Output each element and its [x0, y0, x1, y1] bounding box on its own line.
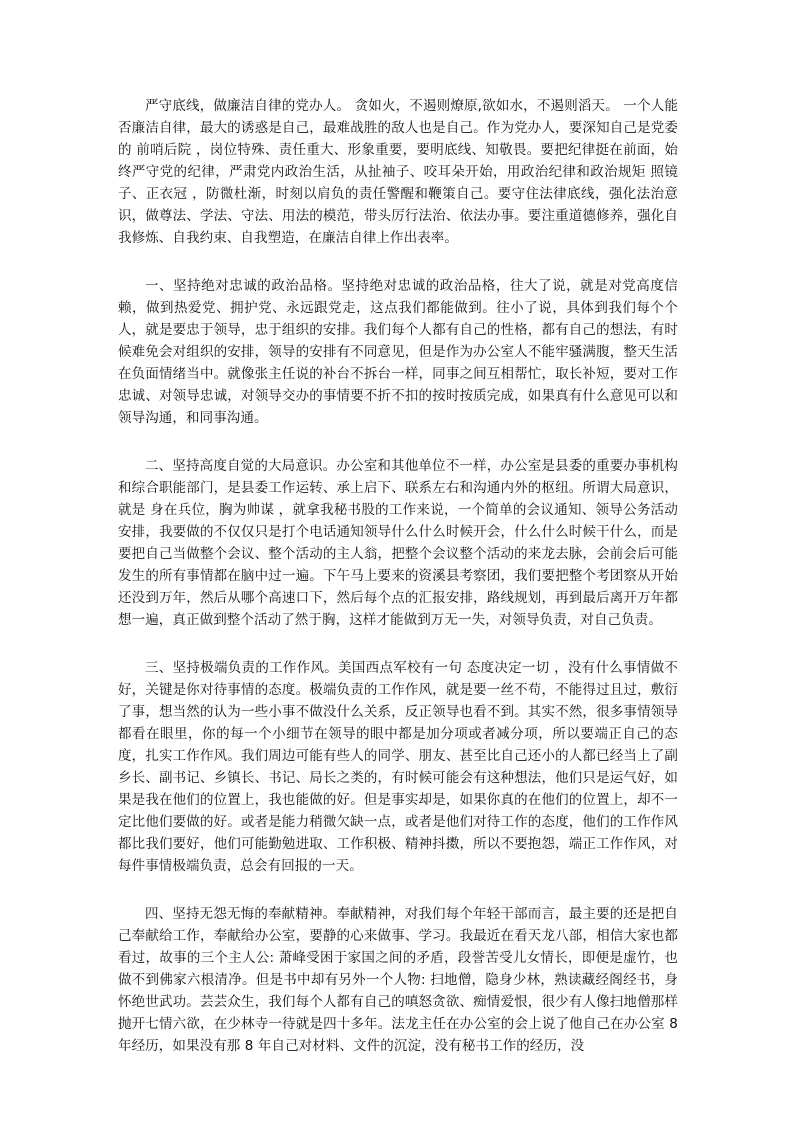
paragraph-section-4: 四、坚持无怨无悔的奉献精神。奉献精神，对我们每个年轻干部而言，最主要的还是把自己奉献给工作，奉献给办公室，要静的心来做事、学习。我最近在看天龙八部，相信大家也都看过，故事的三个主人公: 萧峰受困于家国之间的矛盾，段誉苦受儿女情长，即便是虚竹，也做不到佛家六根清净。但是书中却有另外一个人物: 扫地僧，隐身少林，熟读藏经阁经书，身怀绝世武功。芸芸众生，我们每个人都有自己的嗔怒贪欲、痴情爱恨，很少有人像扫地僧那样抛开七情六欲，在少林寺一待就是四十多年。法龙主任在办公室的会上说了他自己在办公室 8 年经历，如果没有那 8 年自己对材料、文件的沉淀，没有秘书工作的经历，没	[118, 906, 678, 1054]
paragraph-intro: 严守底线，做廉洁自律的党办人。 贪如火，不遏则燎原,欲如水，不遏则滔天。 一个人能否廉洁自律，最大的诱惑是自己，最难战胜的敌人也是自己。作为党办人，要深知自己是党委的 前哨后院 ，岗位特殊、责任重大、形象重要，要明底线、知敬畏。要把纪律挺在前面，始终严守党的纪律，严肃党内政治生活，从扯袖子、咬耳朵开始，用政治纪律和政治规矩 照镜子、正衣冠 ，防微杜渐，时刻以肩负的责任警醒和鞭策自己。要守住法律底线，强化法治意识，做尊法、学法、守法、用法的模范，带头厉行法治、依法办事。要注重道德修养，强化自我修炼、自我约束、自我塑造，在廉洁自律上作出表率。	[118, 98, 678, 246]
paragraph-section-1: 一、坚持绝对忠诚的政治品格。坚持绝对忠诚的政治品格，往大了说，就是对党高度信赖，做到热爱党、拥护党、永远跟党走，这点我们都能做到。往小了说，具体到我们每个个人，就是要忠于领导，忠于组织的安排。我们每个人都有自己的性格，都有自己的想法，有时候难免会对组织的安排，领导的安排有不同意见，但是作为办公室人不能牢骚满腹，整天生活在负面情绪当中。就像张主任说的补台不拆台一样，同事之间互相帮忙，取长补短，要对工作忠诚、对领导忠诚，对领导交办的事情要不折不扣的按时按质完成，如果真有什么意见可以和领导沟通，和同事沟通。	[118, 278, 678, 426]
paragraph-section-3: 三、坚持极端负责的工作作风。美国西点军校有一句 态度决定一切 ，没有什么事情做不好，关键是你对待事情的态度。极端负责的工作作风，就是要一丝不苟，不能得过且过，敷衍了事，想当然的认为一些小事不做没什么关系，反正领导也看不到。其实不然，很多事情领导都看在眼里，你的每一个小细节在领导的眼中都是加分项或者减分项，所以要端正自己的态度，扎实工作作风。我们周边可能有些人的同学、朋友、甚至比自己还小的人都已经当上了副乡长、副书记、乡镇长、书记、局长之类的，有时候可能会有这种想法，他们只是运气好，如果是我在他们的位置上，我也能做的好。但是事实却是，如果你真的在他们的位置上，却不一定比他们要做的好。或者是能力稍微欠缺一点，或者是他们对待工作的态度，他们的工作作风都比我们要好，他们可能勤勉进取、工作积极、精神抖擞，所以不要抱怨，端正工作作风，对每件事情极端负责，总会有回报的一天。	[118, 660, 678, 874]
paragraph-section-2: 二、坚持高度自觉的大局意识。办公室和其他单位不一样，办公室是县委的重要办事机构和综合职能部门，是县委工作运转、承上启下、联系左右和沟通内外的枢纽。所谓大局意识，就是 身在兵位，胸为帅谋 ，就拿我秘书股的工作来说，一个简单的会议通知、领导公务活动安排，我要做的不仅仅只是打个电话通知领导什么什么时候开会，什么什么时候干什么，而是要把自己当做整个会议、整个活动的主人翁，把整个会议整个活动的来龙去脉，会前会后可能发生的所有事情都在脑中过一遍。下午马上要来的资溪县考察团，我们要把整个考团察从开始还没到万年，然后从哪个高速口下，然后每个点的汇报安排，路线规划，再到最后离开万年都想一遍，真正做到整个活动了然于胸，这样才能做到万无一失，对领导负责，对自己负责。	[118, 458, 678, 628]
document-body	[118, 95, 678, 1083]
